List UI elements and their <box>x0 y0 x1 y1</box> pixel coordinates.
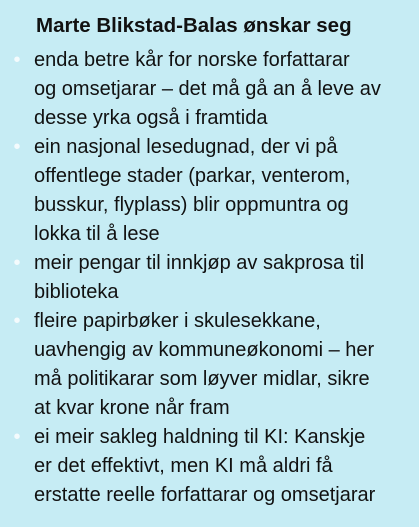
bullet-icon: • <box>13 310 21 332</box>
item-line: enda betre kår for norske forfattarar <box>34 49 350 71</box>
bullet-icon: • <box>13 49 21 71</box>
item-line: meir pengar til innkjøp av sakprosa til <box>34 252 365 274</box>
bullet-icon: • <box>13 136 21 158</box>
item-line: at kvar krone når fram <box>34 397 230 419</box>
item-line: busskur, flyplass) blir oppmuntra og <box>34 194 349 216</box>
item-line: biblioteka <box>34 281 119 303</box>
bullet-icon: • <box>13 426 21 448</box>
list-item <box>10 249 411 307</box>
item-line: uavhengig av kommuneøkonomi – her <box>34 339 375 361</box>
item-line: må politikarar som løyver midlar, sikre <box>34 368 370 390</box>
item-line: desse yrka også i framtida <box>34 107 268 129</box>
item-line: ei meir sakleg haldning til KI: Kanskje <box>34 426 366 448</box>
item-line: er det effektivt, men KI må aldri få <box>34 455 333 477</box>
item-line: erstatte reelle forfattarar og omsetjarar <box>34 484 376 506</box>
bullet-icon: • <box>13 252 21 274</box>
item-line: lokka til å lese <box>34 223 160 245</box>
item-line: og omsetjarar – det må gå an å leve av <box>34 78 381 100</box>
list-item <box>10 46 411 133</box>
list-item <box>10 133 411 249</box>
item-line: fleire papirbøker i skulesekkane, <box>34 310 321 332</box>
wishlist-heading: Marte Blikstad-Balas ønskar seg <box>36 14 352 37</box>
item-line: ein nasjonal lesedugnad, der vi på <box>34 136 338 158</box>
list-item <box>10 423 411 510</box>
item-line: offentlege stader (parkar, venterom, <box>34 165 351 187</box>
wish-list <box>10 46 411 510</box>
list-item <box>10 307 411 423</box>
